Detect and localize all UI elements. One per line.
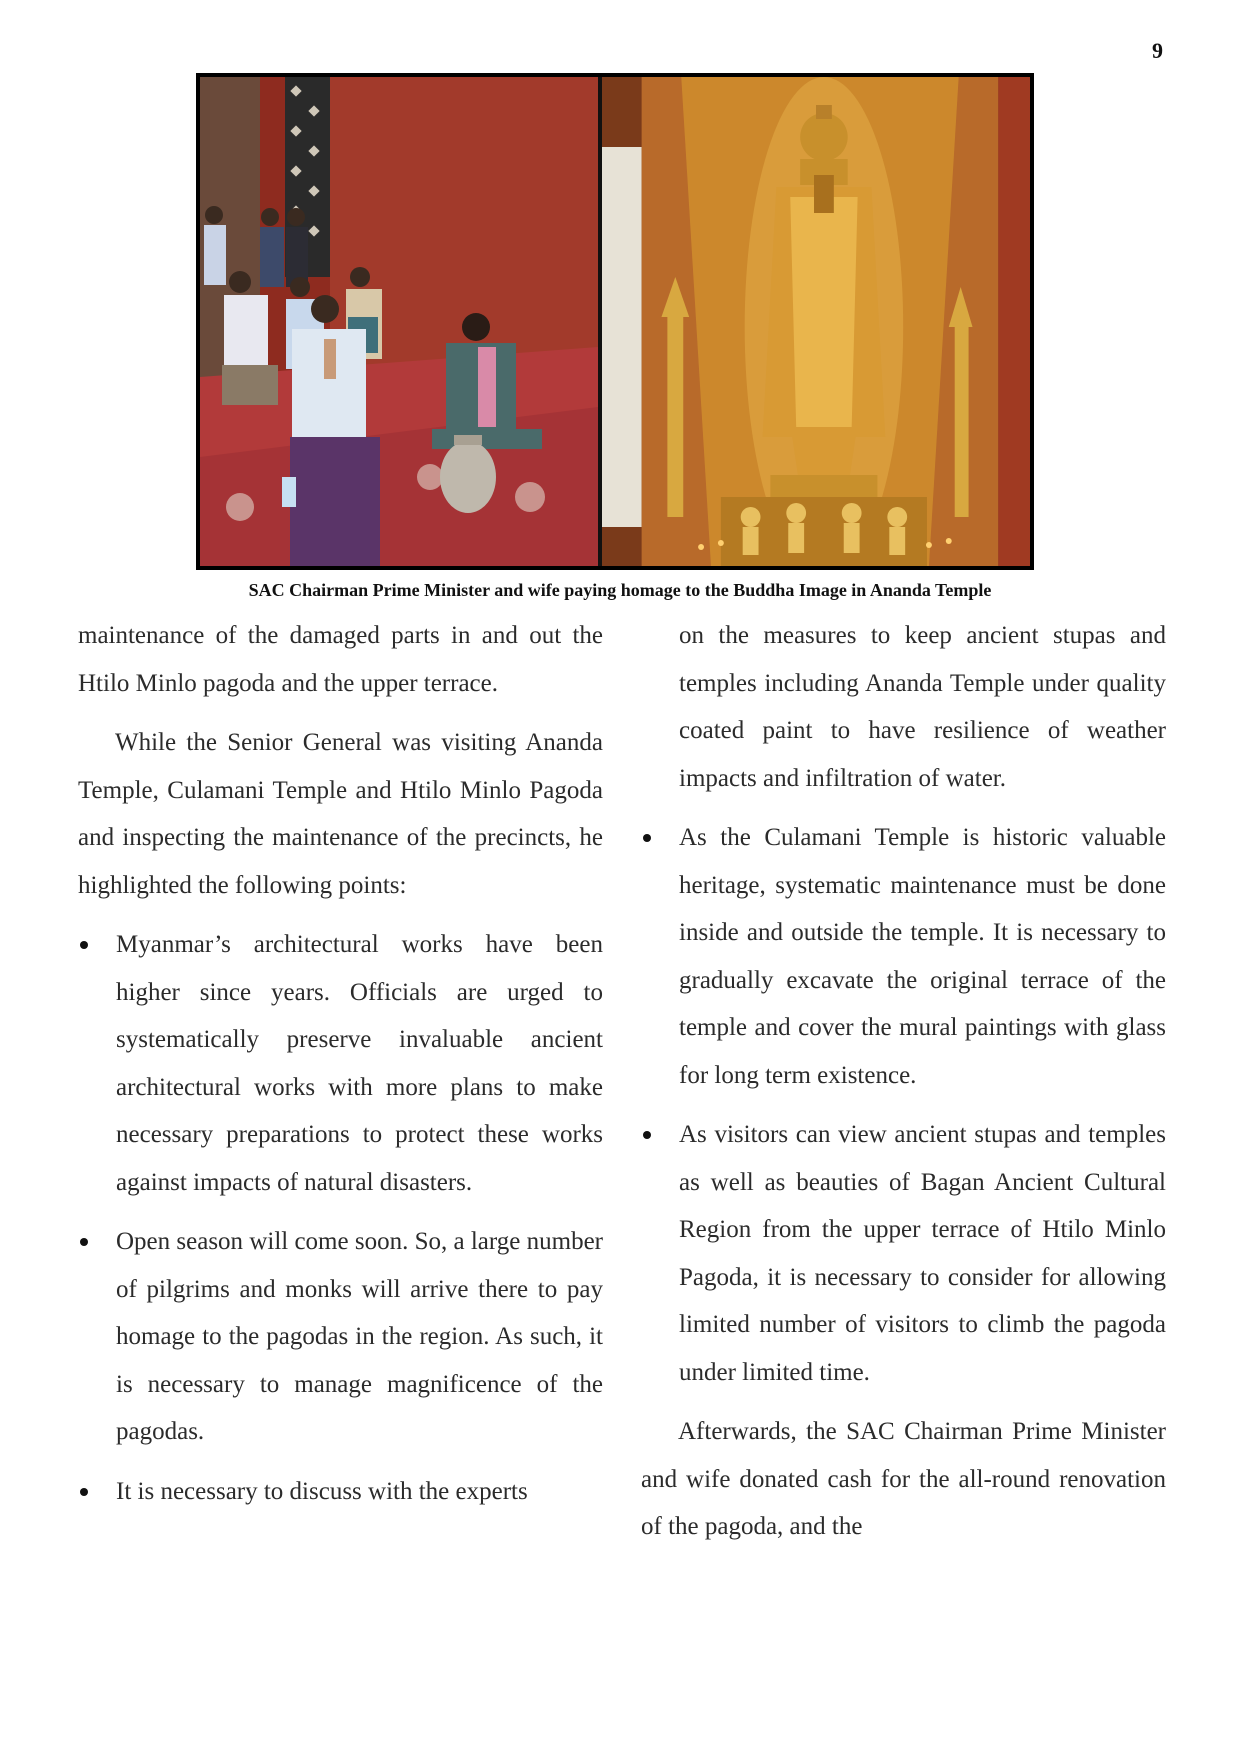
photo-buddha-statue-icon <box>602 77 1030 566</box>
bullet-list <box>78 921 603 1515</box>
list-item-text: As visitors can view ancient stupas and temples as well as beauties of Bagan Ancient Cultural Region from the upper terrace of Htilo Minlo Pagoda, it is necessary to consider for allowing limited number of visitors to climb the pagoda under limited time. <box>679 1121 1166 1386</box>
bullet-icon <box>80 941 88 949</box>
bullet-icon <box>643 1131 651 1139</box>
list-item-text: It is necessary to discuss with the experts <box>116 1477 528 1505</box>
list-item-text: Myanmar’s architectural works have been higher since years. Officials are urged to systematically preserve invaluable ancient architectural works with more plans to make necessary preparations to protect these works against impacts of natural disasters. <box>116 931 603 1196</box>
right-column <box>641 612 1166 1563</box>
paragraph: While the Senior General was visiting Ananda Temple, Culamani Temple and Htilo Minlo Pagoda and inspecting the maintenance of the precincts, he highlighted the following points: <box>78 729 603 899</box>
page-number: 9 <box>1152 38 1163 63</box>
left-column <box>78 612 603 1527</box>
list-item <box>78 921 603 1206</box>
list-item <box>641 1111 1166 1396</box>
photo-frame <box>196 73 1034 570</box>
list-item-text: Open season will come soon. So, a large number of pilgrims and monks will arrive there to pay homage to the pagodas in the region. As such, it is necessary to manage magnificence of the pagodas. <box>116 1228 603 1445</box>
paragraph: Afterwards, the SAC Chairman Prime Minister and wife donated cash for the all-round renovation of the pagoda, and the <box>641 1418 1166 1540</box>
photo-worshippers-icon <box>200 77 598 566</box>
list-item-text: As the Culamani Temple is historic valuable heritage, systematic maintenance must be done inside and outside the temple. It is necessary to gradually excavate the original terrace of the temple and cover the mural paintings with glass for long term existence. <box>679 824 1166 1089</box>
list-item <box>78 1468 603 1516</box>
list-item <box>641 814 1166 1099</box>
bullet-icon <box>80 1488 88 1496</box>
photo-caption: SAC Chairman Prime Minister and wife paying homage to the Buddha Image in Ananda Temple <box>248 580 992 600</box>
list-item <box>78 1218 603 1456</box>
bullet-icon <box>80 1238 88 1246</box>
bullet-continuation: on the measures to keep ancient stupas and temples including Ananda Temple under quality coated paint to have resilience of weather impacts and infiltration of water. <box>679 622 1166 792</box>
bullet-list <box>641 814 1166 1396</box>
paragraph: maintenance of the damaged parts in and out the Htilo Minlo pagoda and the upper terrace. <box>78 622 603 697</box>
bullet-icon <box>643 834 651 842</box>
